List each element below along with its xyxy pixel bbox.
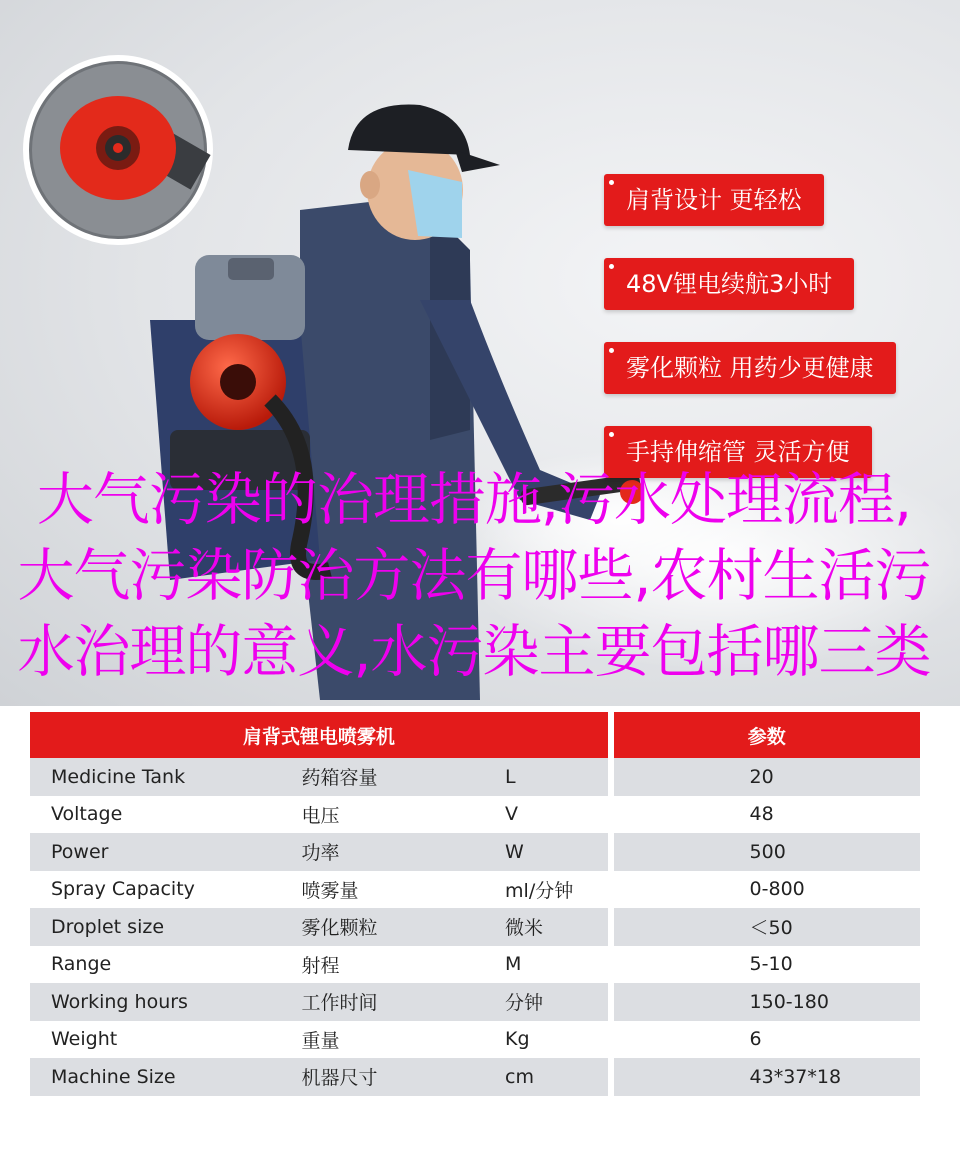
spec-value: 6 — [614, 1021, 920, 1059]
table-row — [30, 983, 920, 1021]
feature-tag-telescopic-wand: 手持伸缩管 灵活方便 — [604, 426, 872, 478]
spec-name-en: Range — [30, 946, 301, 984]
spec-name-zh: 射程 — [301, 946, 505, 984]
spec-name-zh: 重量 — [301, 1021, 505, 1059]
spec-value: ＜50 — [614, 908, 920, 946]
spec-name-en: Medicine Tank — [30, 758, 301, 796]
spec-name-zh: 工作时间 — [301, 983, 505, 1021]
spec-unit: M — [505, 946, 608, 984]
spec-unit: ml/分钟 — [505, 871, 608, 909]
table-row — [30, 946, 920, 984]
table-row — [30, 1021, 920, 1059]
spec-name-zh: 机器尺寸 — [301, 1058, 505, 1096]
spec-name-en: Weight — [30, 1021, 301, 1059]
spec-table-header — [30, 712, 920, 758]
spec-name-en: Spray Capacity — [30, 871, 301, 909]
spec-name-zh: 功率 — [301, 833, 505, 871]
spec-unit: cm — [505, 1058, 608, 1096]
feature-tag-atomization: 雾化颗粒 用药少更健康 — [604, 342, 896, 394]
spec-value: 0-800 — [614, 871, 920, 909]
table-row — [30, 758, 920, 796]
nozzle-detail-inset — [26, 58, 211, 242]
header-product-name: 肩背式锂电喷雾机 — [30, 712, 608, 758]
spec-unit: 分钟 — [505, 983, 608, 1021]
spec-name-zh: 电压 — [301, 796, 505, 834]
table-row — [30, 833, 920, 871]
spec-value: 5-10 — [614, 946, 920, 984]
spec-table — [30, 712, 920, 1096]
spec-unit: W — [505, 833, 608, 871]
spec-unit: V — [505, 796, 608, 834]
spec-name-zh: 药箱容量 — [301, 758, 505, 796]
spec-name-zh: 雾化颗粒 — [301, 908, 505, 946]
spec-unit: 微米 — [505, 908, 608, 946]
feature-tag-shoulder-design: 肩背设计 更轻松 — [604, 174, 824, 226]
table-row — [30, 871, 920, 909]
spec-name-zh: 喷雾量 — [301, 871, 505, 909]
table-row — [30, 1058, 920, 1096]
table-row — [30, 908, 920, 946]
spec-value: 48 — [614, 796, 920, 834]
spec-unit: Kg — [505, 1021, 608, 1059]
spec-name-en: Working hours — [30, 983, 301, 1021]
spec-unit: L — [505, 758, 608, 796]
spec-name-en: Voltage — [30, 796, 301, 834]
spec-name-en: Droplet size — [30, 908, 301, 946]
overlay-title: 大气污染的治理措施,污水处理流程,大气污染防治方法有哪些,农村生活污水治理的意义,水污染主要包括哪三类 — [17, 467, 931, 685]
spec-value: 43*37*18 — [614, 1058, 920, 1096]
spec-value: 150-180 — [614, 983, 920, 1021]
table-row — [30, 796, 920, 834]
spec-value: 20 — [614, 758, 920, 796]
spec-name-en: Machine Size — [30, 1058, 301, 1096]
header-parameters: 参数 — [614, 712, 920, 758]
spec-table-body — [30, 758, 920, 1096]
feature-tag-battery-life: 48V锂电续航3小时 — [604, 258, 854, 310]
spec-value: 500 — [614, 833, 920, 871]
spec-name-en: Power — [30, 833, 301, 871]
